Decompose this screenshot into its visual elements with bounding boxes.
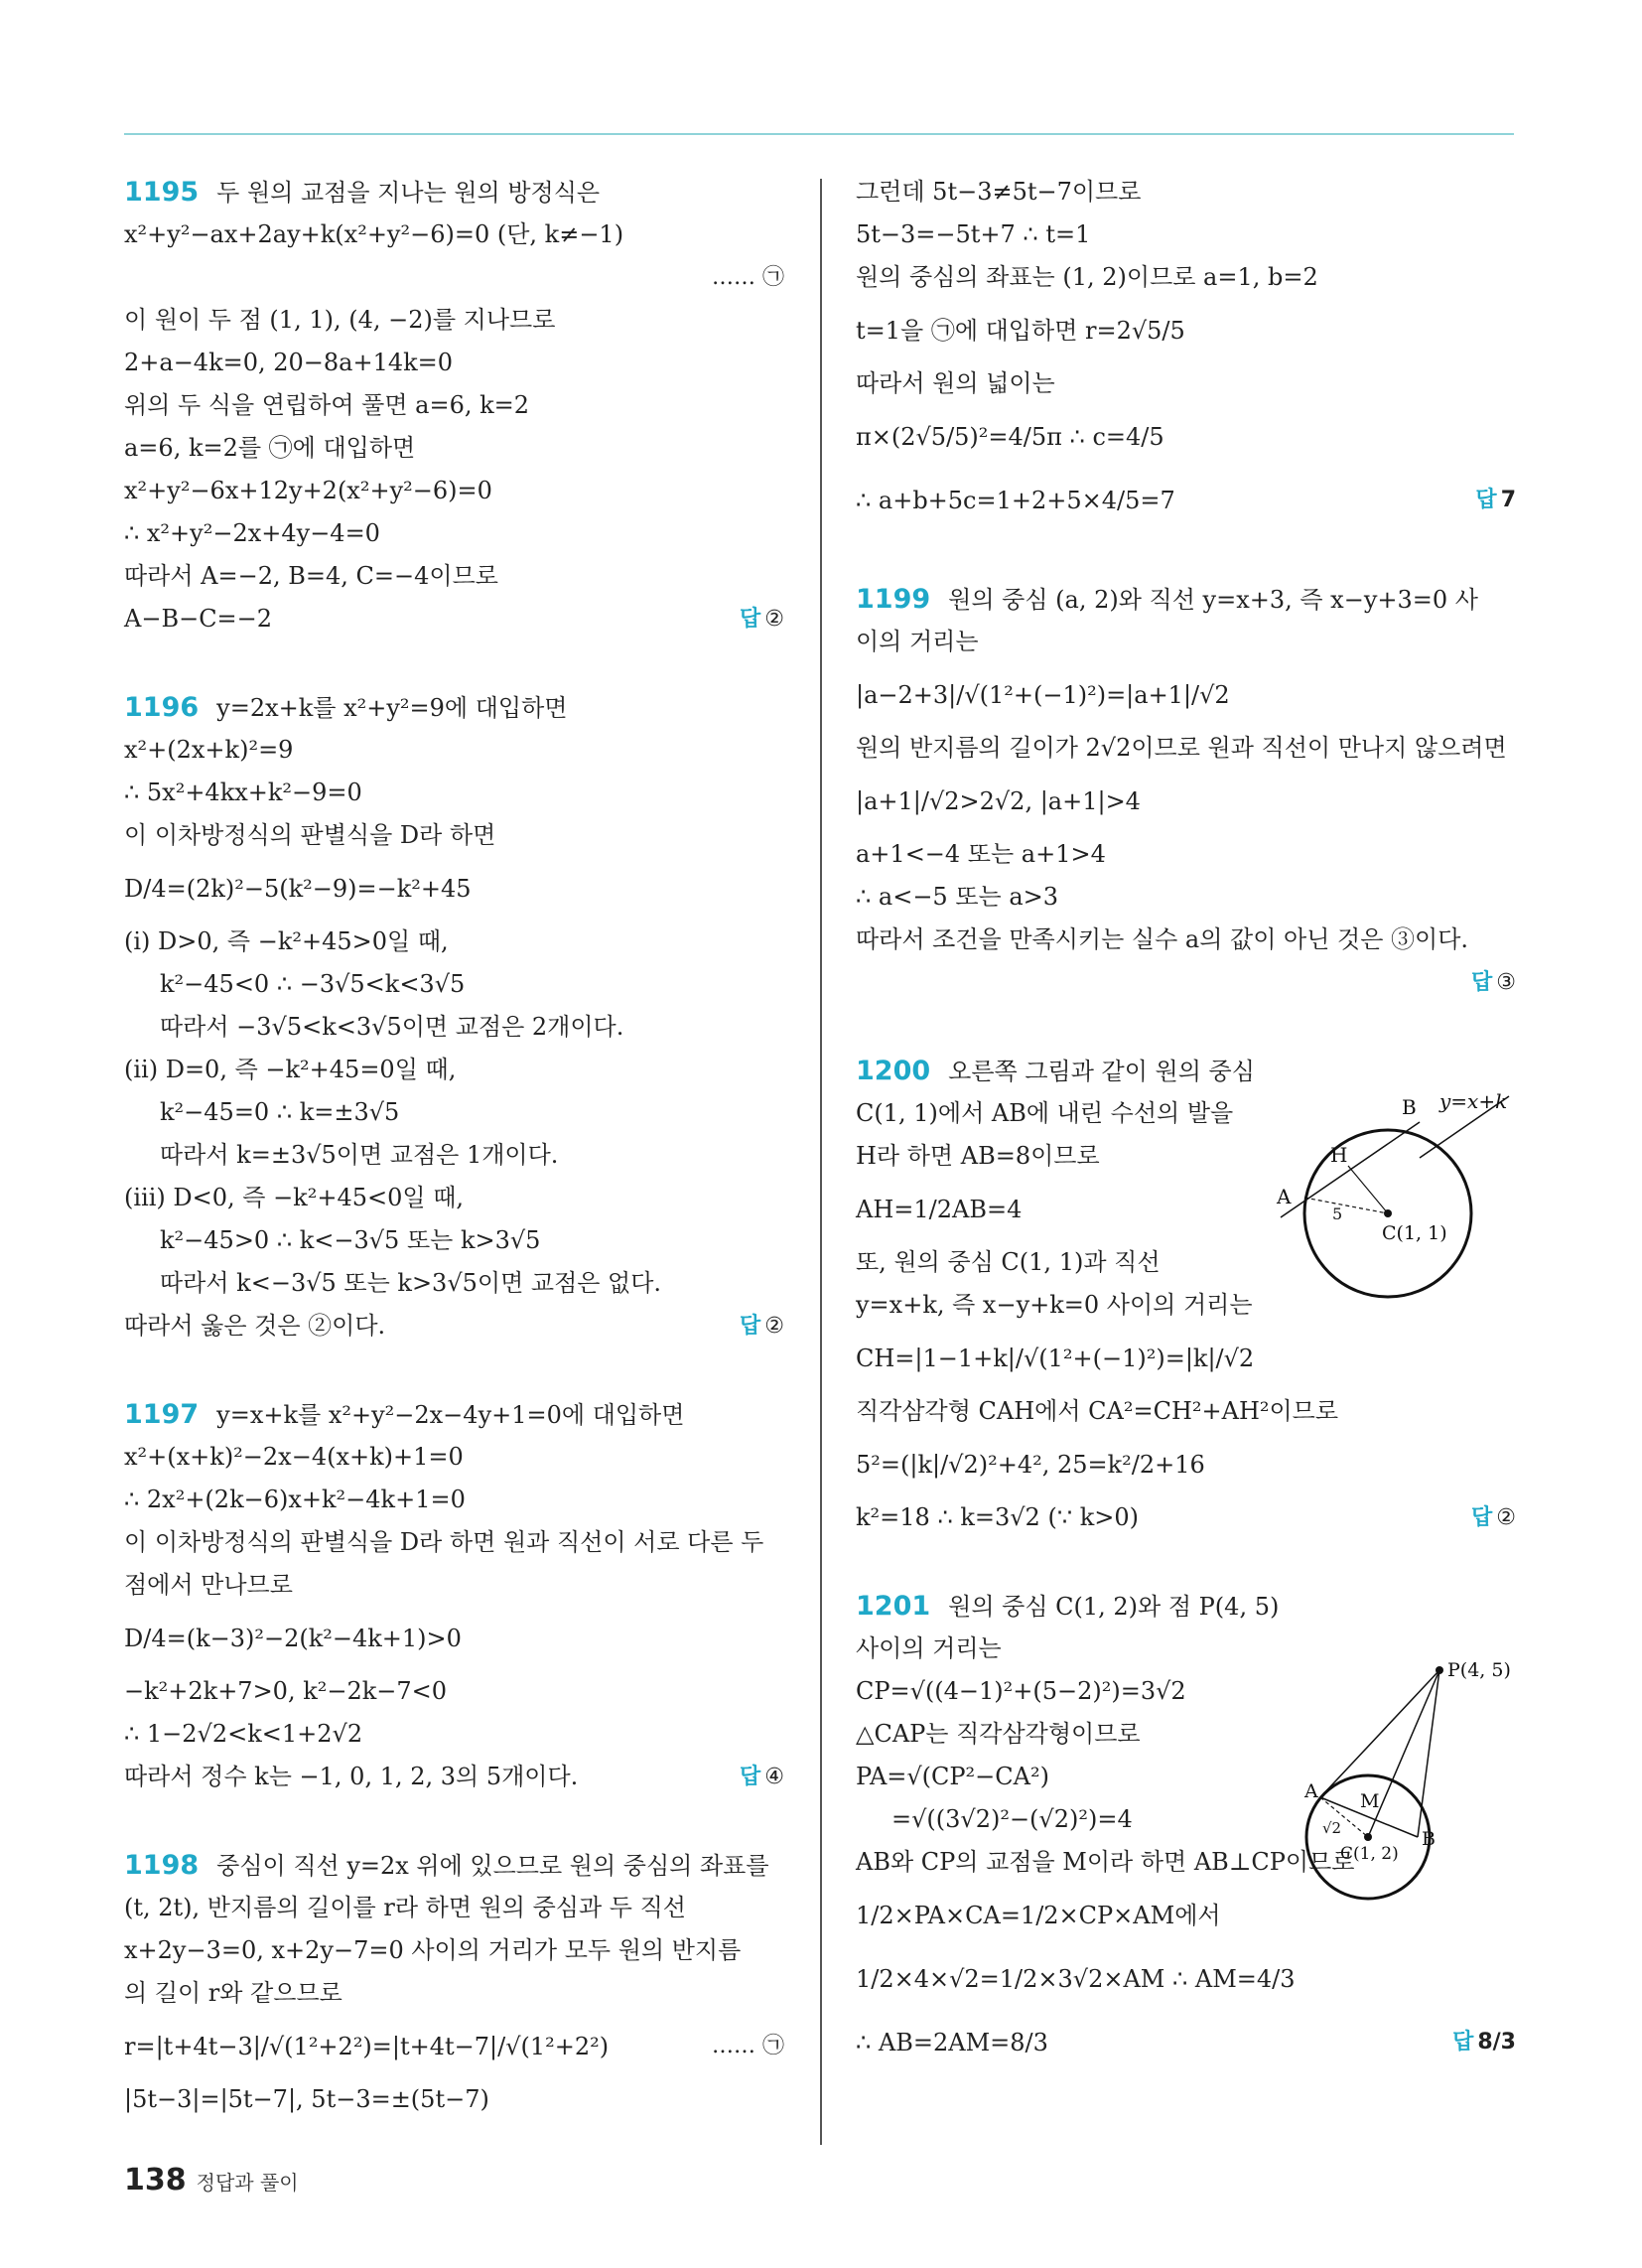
- text-line: k²=18 ∴ k=3√2 (∵ k>0): [856, 1503, 1139, 1531]
- text-line: 1/2×PA×CA=1/2×CP×AM에서: [856, 1902, 1221, 1929]
- point-p: [1436, 1666, 1443, 1674]
- text-line: |5t−3|=|5t−7|, 5t−3=±(5t−7): [124, 2085, 489, 2113]
- label-h: H: [1330, 1143, 1348, 1167]
- text-line: 따라서 정수 k는 −1, 0, 1, 2, 3의 5개이다.: [124, 1763, 579, 1790]
- equation-marker: …… ㉠: [712, 2034, 784, 2058]
- figure-1201: [1300, 1648, 1529, 1916]
- label-a: A: [1304, 1780, 1318, 1802]
- text-line: x²+(2x+k)²=9: [124, 736, 294, 764]
- text-line: PA=√(CP²−CA²): [856, 1763, 1049, 1790]
- label-p: P(4, 5): [1447, 1659, 1511, 1681]
- text-line: x²+y²−6x+12y+2(x²+y²−6)=0: [124, 477, 492, 504]
- text-line: ∴ AB=2AM=8/3: [856, 2029, 1048, 2056]
- text-line: 원의 중심 (a, 2)와 직선 y=x+3, 즉 x−y+3=0 사: [948, 586, 1478, 614]
- text-line: CP=√((4−1)²+(5−2)²)=3√2: [856, 1677, 1186, 1705]
- text-line: 5²=(|k|/√2)²+4², 25=k²/2+16: [856, 1451, 1205, 1479]
- text-line: C(1, 1)에서 AB에 내린 수선의 발을: [856, 1099, 1234, 1127]
- top-rule: [124, 133, 1514, 135]
- answer: 답 7: [1475, 488, 1516, 512]
- label-radius: √2: [1322, 1819, 1342, 1837]
- text-line: r=|t+4t−3|/√(1²+2²)=|t+4t−7|/√(1²+2²): [124, 2033, 610, 2060]
- text-line: 직각삼각형 CAH에서 CA²=CH²+AH²이므로: [856, 1397, 1339, 1425]
- tangent-pa: [1320, 1670, 1439, 1797]
- answer: 답 ②: [1471, 1505, 1516, 1530]
- label-a: A: [1277, 1185, 1292, 1208]
- text-line: D/4=(k−3)²−2(k²−4k+1)>0: [124, 1625, 462, 1652]
- text-line: ∴ 5x²+4kx+k²−9=0: [124, 779, 362, 806]
- left-column: [124, 171, 784, 2121]
- text-line: (ⅲ) D<0, 즉 −k²+45<0일 때,: [124, 1184, 465, 1211]
- problem-number: 1198: [124, 1850, 200, 1881]
- text-line: 원의 중심의 좌표는 (1, 2)이므로 a=1, b=2: [856, 263, 1318, 291]
- text-line: H라 하면 AB=8이므로: [856, 1142, 1100, 1170]
- text-line: (t, 2t), 반지름의 길이를 r라 하면 원의 중심과 두 직선: [124, 1894, 686, 1921]
- radius-segment: [1304, 1198, 1388, 1213]
- text-line: 이 이차방정식의 판별식을 D라 하면: [124, 821, 496, 849]
- perpendicular-segment: [1348, 1166, 1388, 1213]
- figure-1200: [1271, 1090, 1529, 1309]
- text-line: 그런데 5t−3≠5t−7이므로: [856, 178, 1142, 206]
- text-line: =√((3√2)²−(√2)²)=4: [891, 1805, 1133, 1833]
- text-line: a+1<−4 또는 a+1>4: [856, 840, 1106, 868]
- secant-line: [1281, 1122, 1420, 1217]
- text-line: CH=|1−1+k|/√(1²+(−1)²)=|k|/√2: [856, 1345, 1255, 1372]
- problem-1197: [124, 1393, 784, 1798]
- page-number: 138: [124, 2163, 187, 2197]
- text-line: ∴ 1−2√2<k<1+2√2: [124, 1720, 363, 1748]
- text-line: 1/2×4×√2=1/2×3√2×AM ∴ AM=4/3: [856, 1965, 1296, 1993]
- problem-1195: [124, 171, 784, 640]
- text-line: 따라서 조건을 만족시키는 실수 a의 값이 아닌 것은 ③이다.: [856, 925, 1469, 953]
- problem-number: 1199: [856, 584, 931, 615]
- label-b: B: [1402, 1095, 1417, 1119]
- text-line: AH=1/2AB=4: [856, 1196, 1023, 1223]
- text-line: ∴ a+b+5c=1+2+5×4/5=7: [856, 487, 1175, 514]
- problem-1198: [124, 1844, 784, 2121]
- text-line: x²+(x+k)²−2x−4(x+k)+1=0: [124, 1443, 464, 1471]
- text-line: (ⅱ) D=0, 즉 −k²+45=0일 때,: [124, 1056, 457, 1083]
- problem-1196: [124, 686, 784, 1347]
- text-line: A−B−C=−2: [124, 605, 273, 633]
- text-line: 두 원의 교점을 지나는 원의 방정식은: [216, 179, 601, 207]
- label-radius: 5: [1332, 1205, 1343, 1223]
- label-b: B: [1422, 1828, 1436, 1850]
- problem-number: 1201: [856, 1591, 931, 1622]
- answer: 답 ②: [740, 607, 784, 632]
- text-line: x²+y²−ax+2ay+k(x²+y²−6)=0 (단, k≠−1): [124, 220, 624, 248]
- problem-number: 1196: [124, 692, 200, 723]
- label-c: C(1, 1): [1382, 1222, 1447, 1244]
- text-line: AB와 CP의 교점을 M이라 하면 AB⊥CP이므로: [856, 1848, 1355, 1876]
- text-line: ∴ 2x²+(2k−6)x+k²−4k+1=0: [124, 1486, 466, 1513]
- text-line: 원의 중심 C(1, 2)와 점 P(4, 5): [948, 1593, 1280, 1621]
- text-line: π×(2√5/5)²=4/5π ∴ c=4/5: [856, 423, 1164, 451]
- text-line: −k²+2k+7>0, k²−2k−7<0: [124, 1677, 448, 1705]
- answer: 답 ④: [740, 1765, 784, 1789]
- equation-marker: …… ㉠: [712, 265, 784, 290]
- text-line: 또, 원의 중심 C(1, 1)과 직선: [856, 1248, 1161, 1276]
- text-line: y=x+k를 x²+y²−2x−4y+1=0에 대입하면: [216, 1401, 685, 1429]
- text-line: 중심이 직선 y=2x 위에 있으므로 원의 중심의 좌표를: [216, 1852, 769, 1880]
- text-line: ∴ a<−5 또는 a>3: [856, 883, 1059, 911]
- text-line: 따라서 옳은 것은 ②이다.: [124, 1312, 386, 1340]
- center-point: [1384, 1209, 1392, 1217]
- text-line: k²−45=0 ∴ k=±3√5: [160, 1098, 400, 1126]
- problem-number: 1200: [856, 1056, 931, 1086]
- problem-number: 1197: [124, 1399, 200, 1430]
- text-line: a=6, k=2를 ㉠에 대입하면: [124, 434, 416, 462]
- answer: 답 ③: [1471, 970, 1516, 995]
- text-line: 따라서 A=−2, B=4, C=−4이므로: [124, 562, 498, 590]
- footer-label: 정답과 풀이: [196, 2171, 299, 2195]
- text-line: 따라서 −3√5<k<3√5이면 교점은 2개이다.: [160, 1013, 624, 1041]
- center-point: [1364, 1833, 1372, 1841]
- text-line: ∴ x²+y²−2x+4y−4=0: [124, 519, 380, 547]
- label-m: M: [1360, 1790, 1380, 1812]
- text-line: (ⅰ) D>0, 즉 −k²+45>0일 때,: [124, 927, 449, 955]
- column-divider: [820, 179, 822, 2145]
- page-footer: [124, 2163, 299, 2197]
- text-line: y=x+k, 즉 x−y+k=0 사이의 거리는: [856, 1291, 1253, 1319]
- text-line: y=2x+k를 x²+y²=9에 대입하면: [216, 694, 568, 722]
- label-c: C(1, 2): [1340, 1844, 1399, 1864]
- problem-number: 1195: [124, 177, 200, 208]
- text-line: D/4=(2k)²−5(k²−9)=−k²+45: [124, 875, 472, 903]
- text-line: △CAP는 직각삼각형이므로: [856, 1720, 1141, 1748]
- text-line: k²−45>0 ∴ k<−3√5 또는 k>3√5: [160, 1226, 541, 1254]
- answer: 답 8/3: [1452, 2030, 1516, 2055]
- text-line: t=1을 ㉠에 대입하면 r=2√5/5: [856, 317, 1185, 345]
- text-line: 이의 거리는: [856, 628, 979, 655]
- text-line: 의 길이 r와 같으므로: [124, 1979, 342, 2007]
- text-line: 위의 두 식을 연립하여 풀면 a=6, k=2: [124, 391, 530, 419]
- text-line: 이 원이 두 점 (1, 1), (4, −2)를 지나므로: [124, 306, 556, 334]
- answer: 답 ②: [740, 1314, 784, 1339]
- text-line: x+2y−3=0, x+2y−7=0 사이의 거리가 모두 원의 반지름: [124, 1936, 742, 1964]
- text-line: 점에서 만나므로: [124, 1571, 293, 1599]
- text-line: 오른쪽 그림과 같이 원의 중심: [948, 1058, 1255, 1085]
- text-line: |a−2+3|/√(1²+(−1)²)=|a+1|/√2: [856, 681, 1230, 709]
- text-line: k²−45<0 ∴ −3√5<k<3√5: [160, 970, 466, 998]
- text-line: 이 이차방정식의 판별식을 D라 하면 원과 직선이 서로 다른 두: [124, 1528, 764, 1556]
- problem-1199: [856, 578, 1516, 1004]
- text-line: |a+1|/√2>2√2, |a+1|>4: [856, 787, 1141, 815]
- problem-1198-continued: [856, 171, 1516, 532]
- text-line: 2+a−4k=0, 20−8a+14k=0: [124, 349, 454, 376]
- text-line: 원의 반지름의 길이가 2√2이므로 원과 직선이 만나지 않으려면: [856, 734, 1507, 762]
- text-line: 따라서 k<−3√5 또는 k>3√5이면 교점은 없다.: [160, 1269, 662, 1297]
- text-line: 따라서 k=±3√5이면 교점은 1개이다.: [160, 1141, 559, 1169]
- text-line: 따라서 원의 넓이는: [856, 369, 1055, 397]
- text-line: 사이의 거리는: [856, 1634, 1002, 1662]
- label-line: y=x+k: [1439, 1090, 1508, 1113]
- text-line: 5t−3=−5t+7 ∴ t=1: [856, 220, 1091, 248]
